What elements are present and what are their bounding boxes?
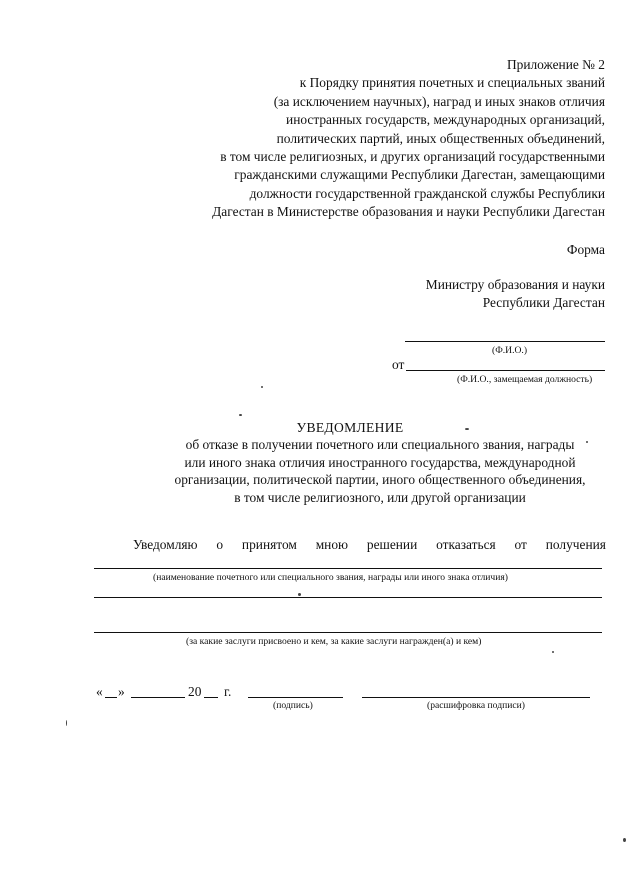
notice-title: УВЕДОМЛЕНИЕ xyxy=(296,420,404,435)
scan-speck xyxy=(66,720,67,726)
appendix-line: к Порядку принятия почетных и специальных званий xyxy=(299,75,605,91)
award-name-line[interactable] xyxy=(94,568,602,569)
subtitle-line: или иного знака отличия иностранного государства, международной xyxy=(184,454,576,470)
day-open-quote: « xyxy=(96,684,103,699)
form-label: Форма xyxy=(566,242,605,257)
addressee-block xyxy=(345,276,605,312)
merit-caption: (за какие заслуги присвоено и кем, за какие заслуги награжден(а) и кем) xyxy=(186,636,482,647)
year-suffix: г. xyxy=(224,684,232,699)
notify-word: принятом xyxy=(241,537,297,552)
scan-speck xyxy=(298,593,301,596)
appendix-line: в том числе религиозных, и других организаций государственными xyxy=(220,149,605,165)
notify-word: о xyxy=(216,537,224,552)
scan-speck xyxy=(552,651,554,653)
fio-caption: (Ф.И.О.) xyxy=(492,345,528,356)
notice-subtitle xyxy=(60,436,640,506)
scan-speck xyxy=(586,441,588,443)
award-caption: (наименование почетного или специального звания, награды или иного знака отличия) xyxy=(153,572,508,583)
appendix-line: Дагестан в Министерстве образования и науки Республики Дагестан xyxy=(212,204,605,220)
award-name-line-2[interactable] xyxy=(94,597,602,598)
appendix-line: Приложение № 2 xyxy=(506,57,605,72)
subtitle-line: организации, политической партии, иного общественного объединения, xyxy=(174,472,586,487)
day-blank[interactable] xyxy=(105,697,117,698)
addressee-line-2: Республики Дагестан xyxy=(482,295,605,310)
from-label: от xyxy=(392,357,405,372)
addressee-line-1: Министру образования и науки xyxy=(425,277,605,292)
month-blank[interactable] xyxy=(131,697,185,698)
subtitle-line: в том числе религиозного, или другой организации xyxy=(234,489,526,505)
notify-word: отказаться xyxy=(436,537,496,552)
appendix-line: гражданскими служащими Республики Дагестан, замещающими xyxy=(234,167,605,183)
notify-word: получения xyxy=(545,537,606,552)
appendix-line: (за исключением научных), наград и иных знаков отличия xyxy=(273,93,605,109)
notify-word: мною xyxy=(315,537,349,552)
scan-speck xyxy=(465,428,469,430)
notify-word: решении xyxy=(366,537,418,552)
signature-decode-caption: (расшифровка подписи) xyxy=(427,700,525,711)
notify-sentence xyxy=(133,537,606,553)
scan-speck xyxy=(239,414,242,416)
appendix-line: должности государственной гражданской службы Республики xyxy=(249,185,605,201)
subtitle-line: об отказе в получении почетного или специального звания, награды xyxy=(185,437,575,452)
notify-word: Уведомляю xyxy=(133,537,198,552)
appendix-header xyxy=(135,56,605,222)
signature-line[interactable] xyxy=(248,697,343,698)
signature-caption: (подпись) xyxy=(273,700,313,711)
merit-line[interactable] xyxy=(94,632,602,633)
signature-decode-line[interactable] xyxy=(362,697,590,698)
scan-speck xyxy=(623,838,626,842)
scan-speck xyxy=(261,386,263,388)
fio-blank-line[interactable] xyxy=(405,341,605,342)
appendix-line: иностранных государств, международных организаций, xyxy=(286,112,605,128)
appendix-line: политических партий, иных общественных объединений, xyxy=(276,130,605,146)
notify-word: от xyxy=(514,537,527,552)
year-prefix: 20 xyxy=(188,684,202,699)
fio-position-caption: (Ф.И.О., замещаемая должность) xyxy=(457,374,593,385)
from-blank-line[interactable] xyxy=(406,370,605,371)
day-close-quote: » xyxy=(118,684,125,699)
year-blank[interactable] xyxy=(204,697,218,698)
